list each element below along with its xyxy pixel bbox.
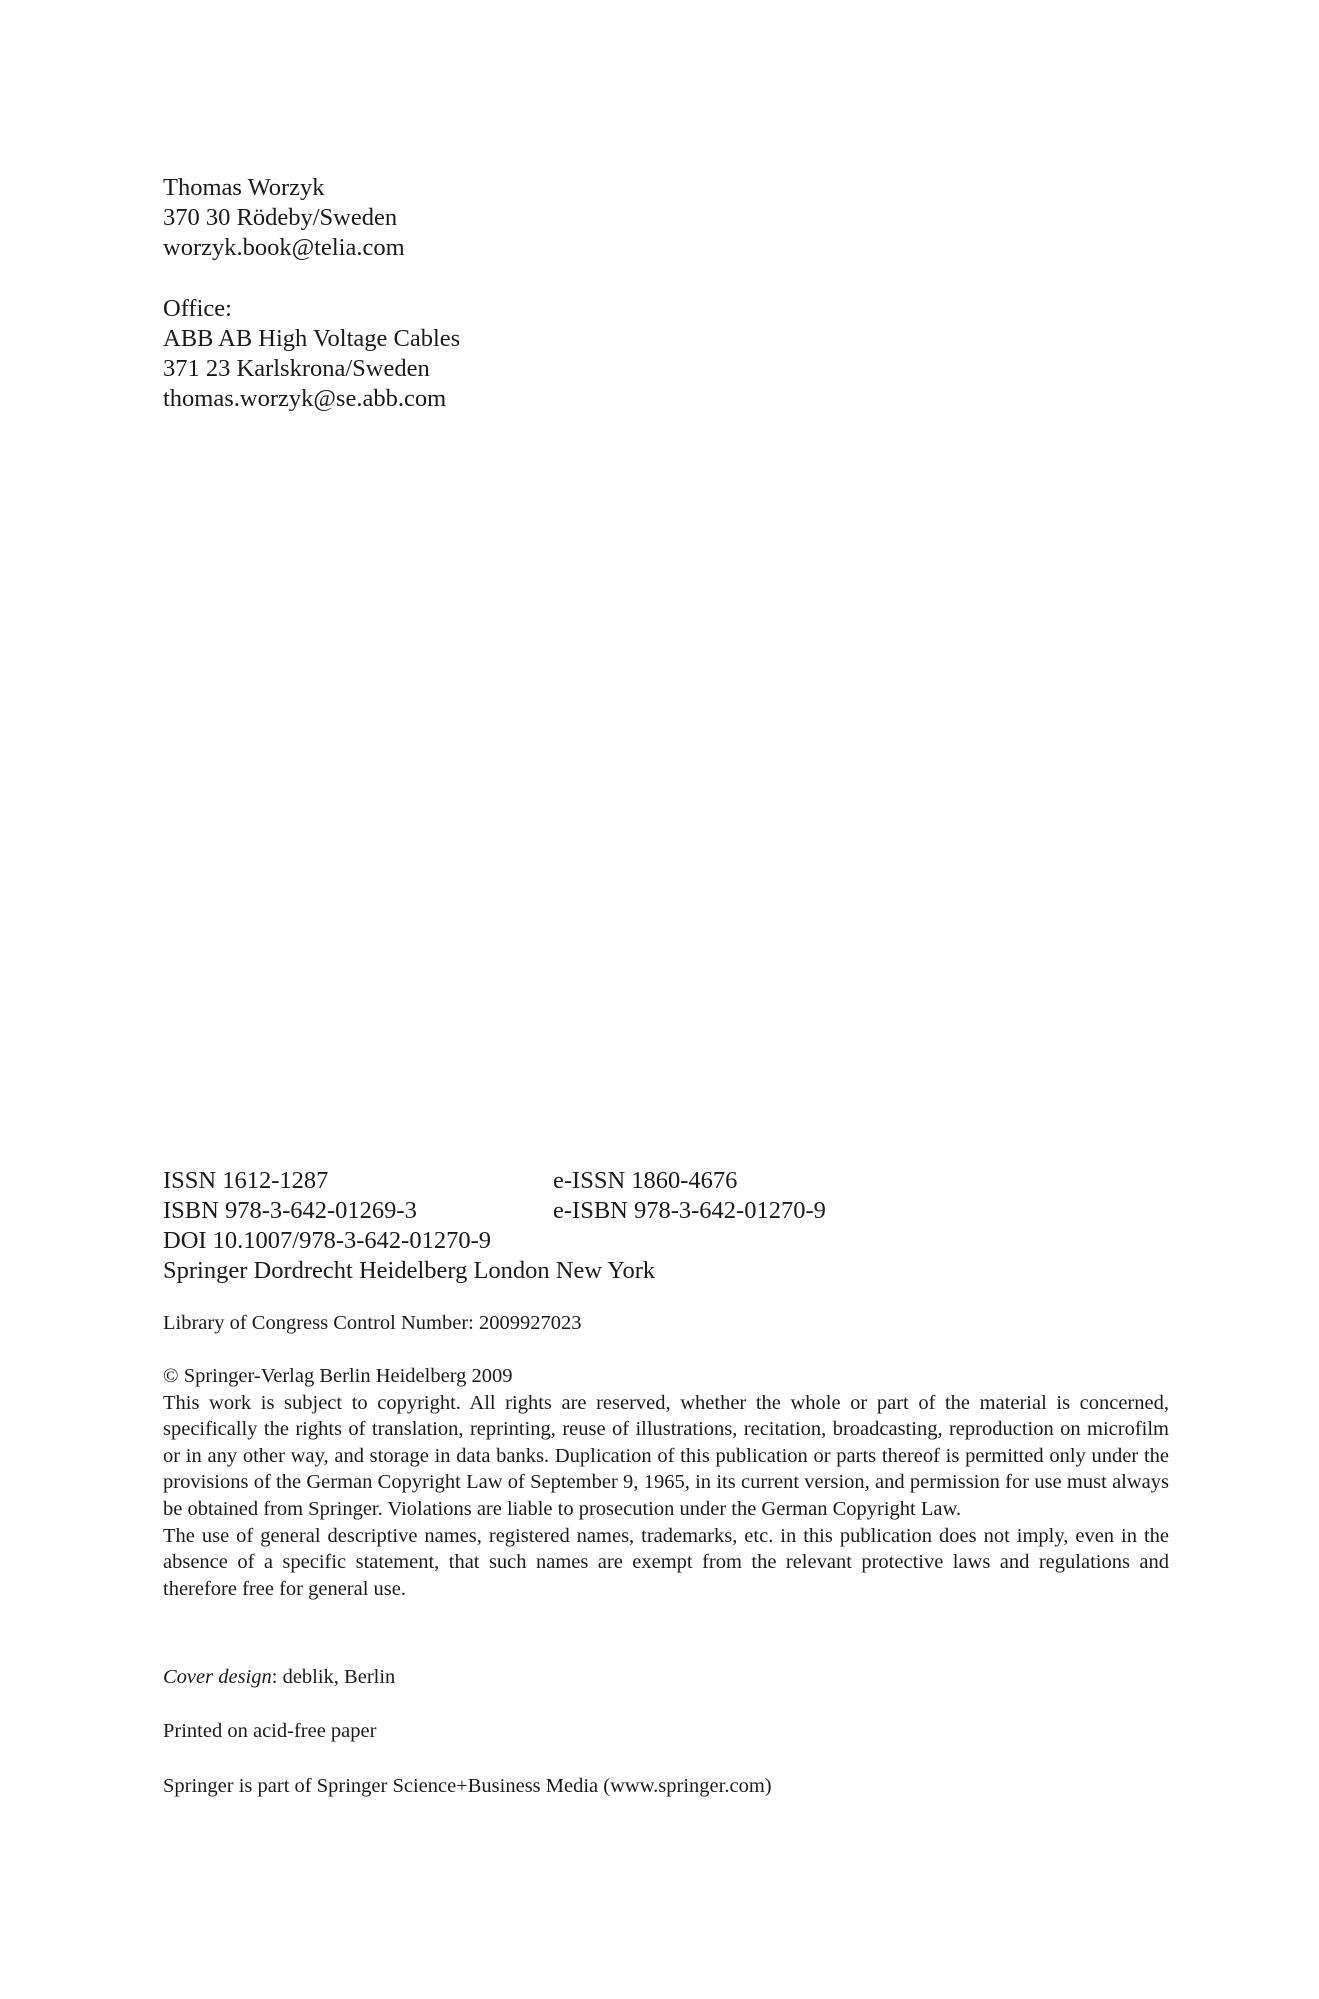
copyright-paragraph-1: This work is subject to copyright. All rights are reserved, whether the whole or part of the material is concerned, specifically the rights of translation, reprinting, reuse of illustrations, recitation, broadcasting, reproduction on microfilm or in any other way, and storage in data banks. Duplication of this publication or parts thereof is permitted only under the provisions of the German Copyright Law of September 9, 1965, in its current version, and permission for use must always be obtained from Springer. Violations are liable to prosecution under the German Copyright Law.: [163, 1391, 1169, 1520]
springer-statement: Springer is part of Springer Science+Business Media (www.springer.com): [163, 1775, 772, 1797]
office-block: [163, 294, 460, 414]
author-email: worzyk.book@telia.com: [163, 234, 405, 261]
cover-design-label: Cover design: [163, 1666, 272, 1688]
office-company: ABB AB High Voltage Cables: [163, 325, 461, 352]
lccn: Library of Congress Control Number: 2009927023: [163, 1312, 582, 1334]
isbn-row: [163, 1196, 826, 1226]
issn: ISSN 1612-1287: [163, 1167, 329, 1194]
author-block: [163, 173, 405, 263]
eisbn: e-ISBN 978-3-642-01270-9: [553, 1197, 826, 1224]
office-email: thomas.worzyk@se.abb.com: [163, 385, 447, 412]
copyright-paragraph-2: The use of general descriptive names, registered names, trademarks, etc. in this publication does not imply, even in the absence of a specific statement, that such names are exempt from the relevant protective laws and regulations and therefore free for general use.: [163, 1524, 1169, 1600]
cover-design: [163, 1664, 395, 1691]
printed-note: Printed on acid-free paper: [163, 1720, 377, 1742]
office-address: 371 23 Karlskrona/Sweden: [163, 355, 430, 382]
doi: DOI 10.1007/978-3-642-01270-9: [163, 1227, 491, 1254]
eissn: e-ISSN 1860-4676: [553, 1167, 738, 1194]
copyright-block: [163, 1363, 1169, 1602]
author-address: 370 30 Rödeby/Sweden: [163, 204, 398, 231]
author-name: Thomas Worzyk: [163, 174, 325, 201]
issn-row: [163, 1166, 826, 1196]
isbn: ISBN 978-3-642-01269-3: [163, 1197, 417, 1224]
identifiers-block: [163, 1166, 826, 1286]
office-label: Office:: [163, 295, 232, 322]
publisher-locations: Springer Dordrecht Heidelberg London New York: [163, 1257, 656, 1284]
cover-design-value: : deblik, Berlin: [271, 1666, 396, 1688]
copyright-notice: © Springer-Verlag Berlin Heidelberg 2009: [163, 1365, 513, 1387]
